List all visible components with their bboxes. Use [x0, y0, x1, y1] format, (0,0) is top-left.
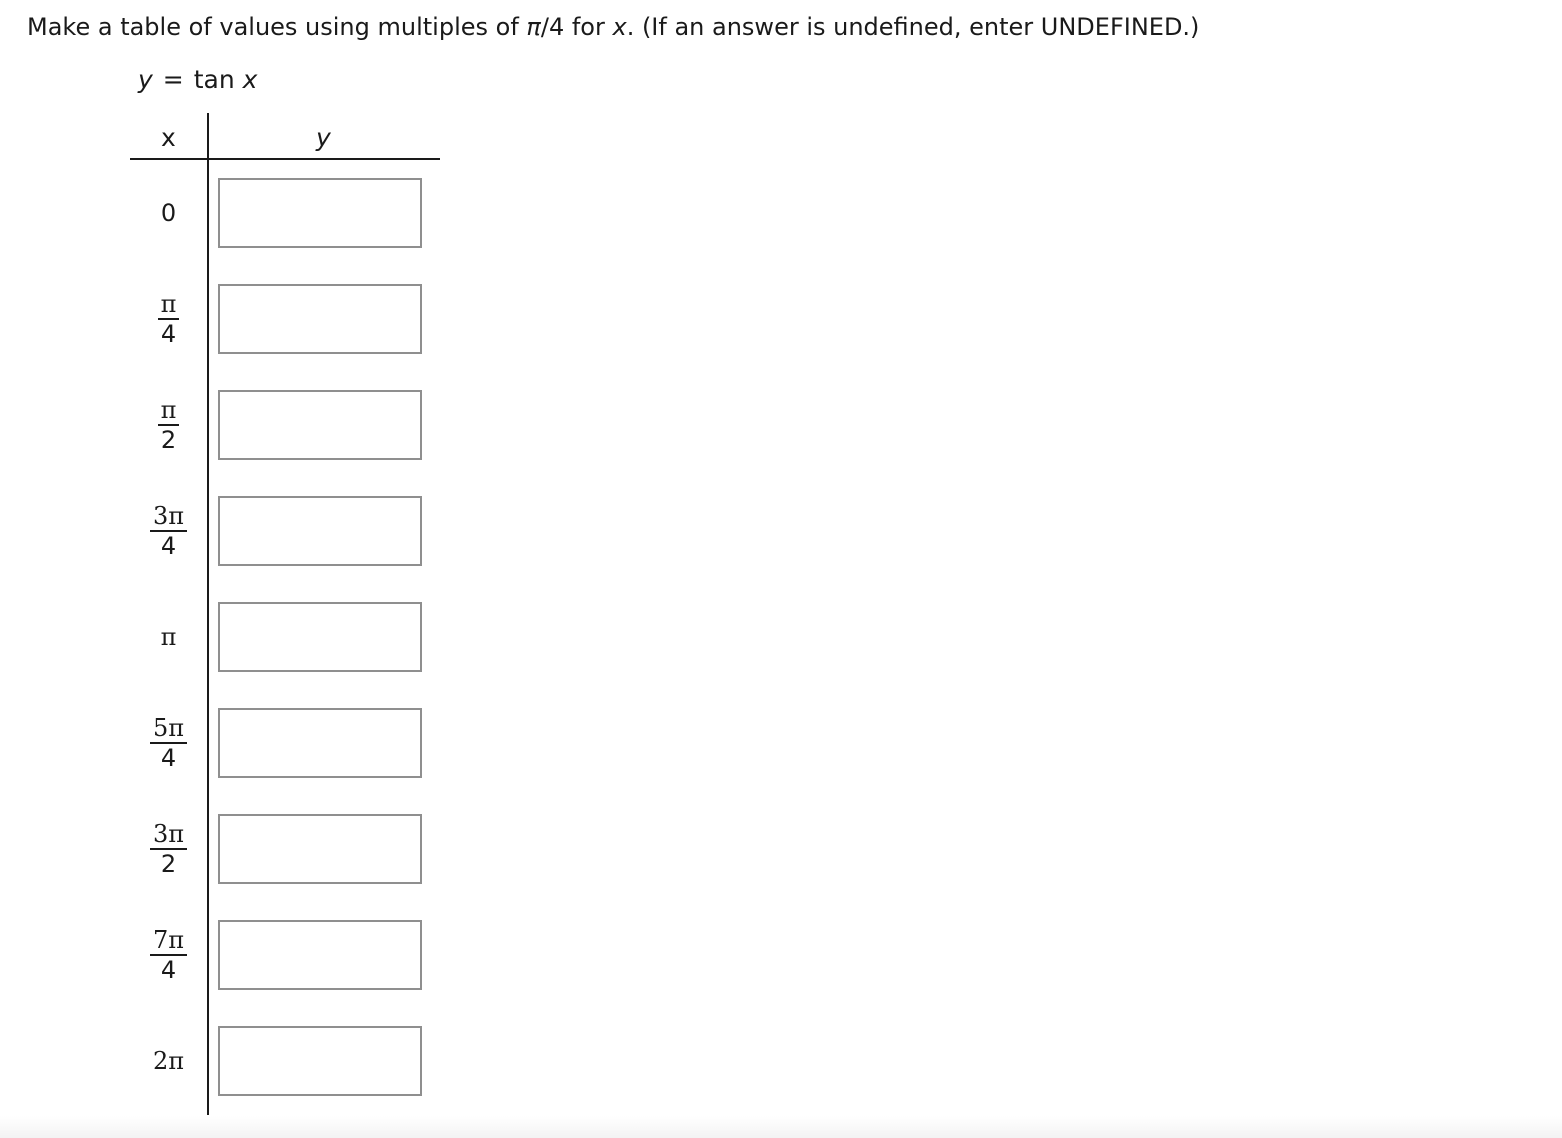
instructions-part3: . (If an answer is undefined, enter UNDEFINED.)	[626, 13, 1200, 41]
x-value-cell	[130, 390, 207, 460]
x-fraction	[150, 716, 187, 770]
instructions-x-var: x	[612, 13, 627, 41]
table-row	[0, 708, 440, 778]
pi-symbol: π	[526, 13, 541, 41]
y-answer-input[interactable]	[218, 920, 422, 990]
y-answer-input[interactable]	[218, 602, 422, 672]
page-bottom-edge	[0, 1116, 1562, 1138]
x-value-cell	[130, 1026, 207, 1096]
y-answer-input[interactable]	[218, 284, 422, 354]
x-fraction	[158, 398, 180, 452]
x-value-cell	[130, 284, 207, 354]
x-numerator: π	[158, 398, 180, 426]
x-value: 0	[160, 199, 177, 227]
x-fraction	[150, 504, 187, 558]
instructions-part2: /4 for	[540, 13, 613, 41]
equation-var: x	[242, 65, 258, 94]
table-row	[0, 284, 440, 354]
y-column-header: y	[316, 123, 331, 152]
x-numerator: 3π	[150, 504, 187, 532]
table-row	[0, 602, 440, 672]
x-numerator: 3π	[150, 822, 187, 850]
x-numerator: 5π	[150, 716, 187, 744]
x-numerator: π	[158, 292, 180, 320]
x-value: π	[160, 623, 177, 651]
x-numerator: 7π	[150, 928, 187, 956]
x-value-cell	[130, 496, 207, 566]
x-column-header: x	[161, 123, 176, 152]
instructions-text	[27, 11, 1199, 43]
table-row	[0, 178, 440, 248]
x-value-cell	[130, 602, 207, 672]
x-fraction	[158, 292, 180, 346]
x-denominator: 2	[160, 426, 177, 454]
table-header-divider	[130, 158, 440, 160]
x-denominator: 4	[160, 320, 177, 348]
equation-function: tan	[193, 65, 235, 94]
table-row	[0, 920, 440, 990]
x-denominator: 4	[160, 744, 177, 772]
equation	[138, 63, 257, 97]
table-row	[0, 814, 440, 884]
x-value-cell	[130, 178, 207, 248]
y-answer-input[interactable]	[218, 814, 422, 884]
table-row	[0, 496, 440, 566]
x-value-cell	[130, 814, 207, 884]
instructions-part1: Make a table of values using multiples of	[27, 13, 527, 41]
y-answer-input[interactable]	[218, 178, 422, 248]
y-answer-input[interactable]	[218, 708, 422, 778]
equation-equals: =	[162, 65, 184, 94]
x-value-cell	[130, 920, 207, 990]
table-row	[0, 1026, 440, 1096]
x-value-cell	[130, 708, 207, 778]
x-denominator: 4	[160, 532, 177, 560]
x-denominator: 2	[160, 850, 177, 878]
table-row	[0, 390, 440, 460]
y-answer-input[interactable]	[218, 390, 422, 460]
x-fraction	[150, 928, 187, 982]
x-value: 2π	[152, 1047, 185, 1075]
x-denominator: 4	[160, 956, 177, 984]
y-answer-input[interactable]	[218, 1026, 422, 1096]
equation-lhs: y	[138, 65, 153, 94]
x-fraction	[150, 822, 187, 876]
y-answer-input[interactable]	[218, 496, 422, 566]
